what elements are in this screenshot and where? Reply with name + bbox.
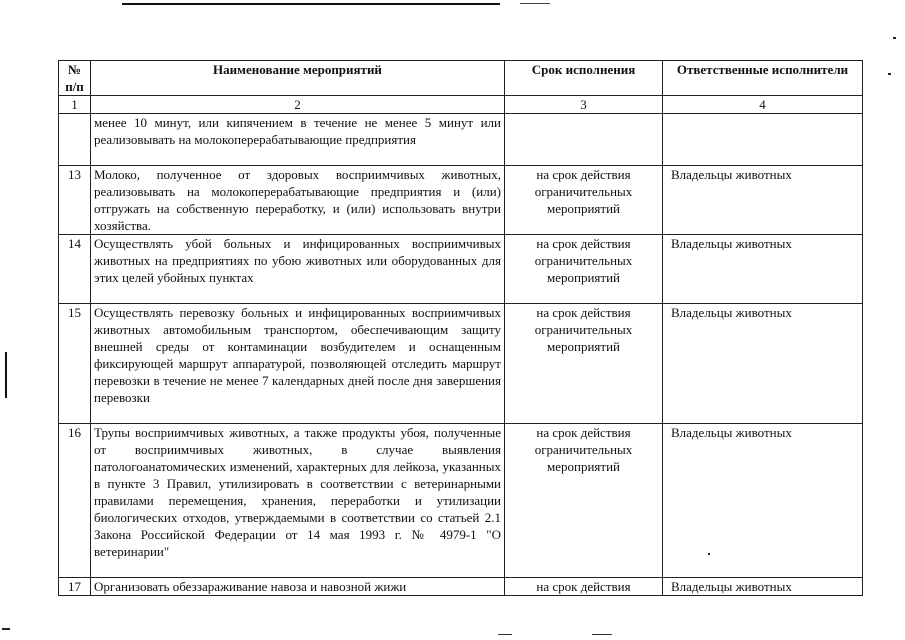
- column-number: 2: [91, 96, 505, 114]
- row-number: 15: [59, 304, 91, 424]
- row-number: [59, 114, 91, 166]
- row-responsible: Владельцы животных: [663, 235, 863, 304]
- row-measure-text: Организовать обеззараживание навоза и навозной жижи: [91, 578, 505, 596]
- table-row: [59, 114, 863, 166]
- row-measure-text: Осуществлять убой больных и инфицированных восприимчивых животных на предприятиях по убою животных или оборудованных для этих целей убойных пунктах: [91, 235, 505, 304]
- column-number-row: [59, 96, 863, 114]
- bottom-mark: [498, 634, 512, 635]
- row-responsible: Владельцы животных: [663, 424, 863, 578]
- row-responsible: Владельцы животных: [663, 578, 863, 596]
- header-measure-name: Наименование мероприятий: [91, 61, 505, 96]
- row-number: 14: [59, 235, 91, 304]
- row-number: 17: [59, 578, 91, 596]
- row-measure-text: менее 10 минут, или кипячением в течение не менее 5 минут или реализовывать на молокоперерабатывающие предприятия: [91, 114, 505, 166]
- table-row: [59, 304, 863, 424]
- row-responsible: Владельцы животных: [663, 304, 863, 424]
- header-number: № п/п: [59, 61, 91, 96]
- scan-speck: [888, 73, 891, 75]
- header-term: Срок исполнения: [505, 61, 663, 96]
- column-number: 3: [505, 96, 663, 114]
- table-row: [59, 166, 863, 235]
- top-rule: [122, 3, 500, 5]
- table-header-row: [59, 61, 863, 96]
- row-term: на срок действия ограничительных мероприятий: [505, 166, 663, 235]
- scan-speck: [893, 37, 896, 39]
- row-responsible: Владельцы животных: [663, 166, 863, 235]
- column-number: 4: [663, 96, 863, 114]
- row-measure-text: Молоко, полученное от здоровых восприимчивых животных, реализовывать на молокоперерабатывающие предприятия и (или) отгружать на собственную переработку, и (или) использовать внутри хозяйства.: [91, 166, 505, 235]
- table-row: [59, 235, 863, 304]
- top-rule-fragment: [520, 3, 550, 4]
- row-term: на срок действия ограничительных мероприятий: [505, 304, 663, 424]
- row-measure-text: Осуществлять перевозку больных и инфицированных восприимчивых животных автомобильным транспортом, обеспечивающим защиту внешней среды от контаминации возбудителем и оснащенным фиксирующей маршрут аппаратурой, позволяющей отследить маршрут перевозки в течение не менее 7 календарных дней после дня завершения перевозки: [91, 304, 505, 424]
- row-term: на срок действия ограничительных мероприятий: [505, 235, 663, 304]
- row-term: на срок действия: [505, 578, 663, 596]
- table-row: [59, 578, 863, 596]
- header-responsible: Ответственные исполнители: [663, 61, 863, 96]
- row-term: на срок действия ограничительных мероприятий: [505, 424, 663, 578]
- row-responsible: [663, 114, 863, 166]
- bottom-mark: [592, 634, 612, 635]
- row-term: [505, 114, 663, 166]
- measures-table: [58, 60, 863, 596]
- row-number: 13: [59, 166, 91, 235]
- row-number: 16: [59, 424, 91, 578]
- table-row: [59, 424, 863, 578]
- scan-speck: [2, 628, 10, 630]
- row-measure-text: Трупы восприимчивых животных, а также продукты убоя, полученные от восприимчивых животных, в случае выявления патологоанатомических изменений, характерных для лейкоза, указанных в пункте 3 Правил, утилизировать в соответствии с ветеринарными правилами перемещения, хранения, переработки и утилизации биологических отходов, утверждаемыми в соответствии со статьей 2.1 Закона Российской Федерации от 14 мая 1993 г. № 4979-1 "О ветеринарии": [91, 424, 505, 578]
- column-number: 1: [59, 96, 91, 114]
- margin-mark: [5, 352, 7, 398]
